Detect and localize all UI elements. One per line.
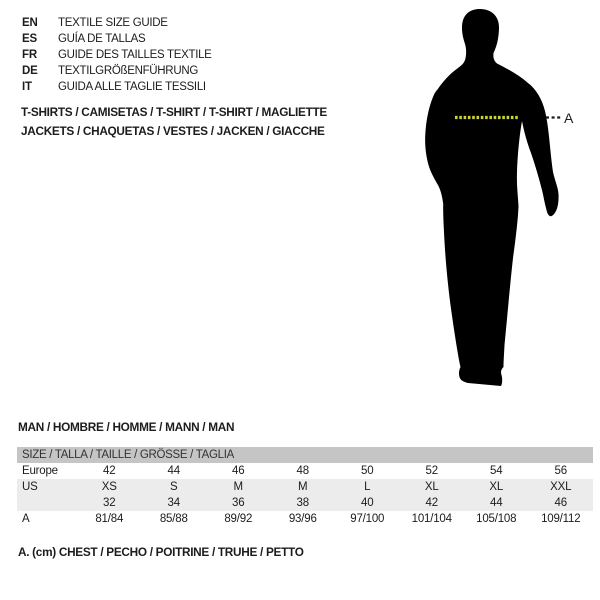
table-cell: 44 (167, 465, 180, 477)
table-cell: 36 (232, 497, 245, 509)
table-cell: 97/100 (350, 513, 385, 525)
table-cell: 38 (296, 497, 309, 509)
language-code: EN (22, 17, 38, 29)
man-silhouette-figure (400, 0, 580, 400)
language-row (22, 15, 212, 31)
size-table (17, 447, 593, 527)
language-title: GUIDA ALLE TAGLIE TESSILI (58, 81, 206, 93)
language-title: TEXTILE SIZE GUIDE (58, 17, 168, 29)
table-cell: 56 (554, 465, 567, 477)
table-row-us (17, 479, 593, 495)
table-cell: XL (489, 481, 504, 493)
table-cell: 34 (167, 497, 180, 509)
table-cell: 42 (103, 465, 116, 477)
table-cell: XS (101, 481, 117, 493)
table-cell: 93/96 (288, 513, 317, 525)
table-row-europe (17, 463, 593, 479)
language-row (22, 79, 212, 95)
language-title: GUÍA DE TALLAS (58, 33, 146, 45)
table-cell: L (364, 481, 371, 493)
table-cell: 105/108 (476, 513, 517, 525)
table-cell: S (170, 481, 178, 493)
table-cell: 52 (425, 465, 438, 477)
language-code: DE (22, 65, 38, 77)
table-cell: 85/88 (159, 513, 188, 525)
language-row (22, 47, 212, 63)
category-line-jackets: JACKETS / CHAQUETAS / VESTES / JACKEN / GIACCHE (21, 123, 325, 138)
garment-categories (21, 103, 327, 140)
table-cell: XXL (550, 481, 572, 493)
table-cell: 50 (361, 465, 374, 477)
table-row-chest-cm (17, 511, 593, 527)
language-title-list (22, 15, 212, 95)
table-cell: 101/104 (411, 513, 452, 525)
table-cell: 44 (490, 497, 503, 509)
row-label: US (22, 481, 38, 493)
table-cell: 89/92 (224, 513, 253, 525)
table-cell: 48 (296, 465, 309, 477)
table-cell: 109/112 (541, 513, 581, 525)
measure-label-a: A (564, 110, 574, 126)
language-code: ES (22, 33, 37, 45)
row-label: A (22, 513, 30, 525)
language-row (22, 63, 212, 79)
section-title-man: MAN / HOMBRE / HOMME / MANN / MAN (18, 420, 235, 434)
table-cell: 46 (232, 465, 245, 477)
row-label: Europe (22, 465, 58, 477)
chest-footnote: A. (cm) CHEST / PECHO / POITRINE / TRUHE / PETTO (18, 545, 304, 559)
table-row-us-numeric (17, 495, 593, 511)
table-cell: XL (424, 481, 439, 493)
language-code: FR (22, 49, 37, 61)
table-cell: M (233, 481, 243, 493)
language-title: TEXTILGRÖßENFÜHRUNG (58, 65, 198, 77)
category-line-tshirts: T-SHIRTS / CAMISETAS / T-SHIRT / T-SHIRT / MAGLIETTE (21, 105, 327, 119)
language-title: GUIDE DES TAILLES TEXTILE (58, 49, 212, 61)
table-cell: 54 (490, 465, 503, 477)
table-cell: 32 (103, 497, 116, 509)
table-cell: 42 (425, 497, 438, 509)
size-table-header: SIZE / TALLA / TAILLE / GRÖSSE / TAGLIA (17, 447, 593, 463)
table-cell: 40 (361, 497, 374, 509)
man-silhouette-icon (400, 0, 580, 400)
language-code: IT (22, 81, 32, 93)
language-row (22, 31, 212, 47)
table-cell: M (298, 481, 308, 493)
table-cell: 81/84 (95, 513, 124, 525)
table-cell: 46 (554, 497, 567, 509)
